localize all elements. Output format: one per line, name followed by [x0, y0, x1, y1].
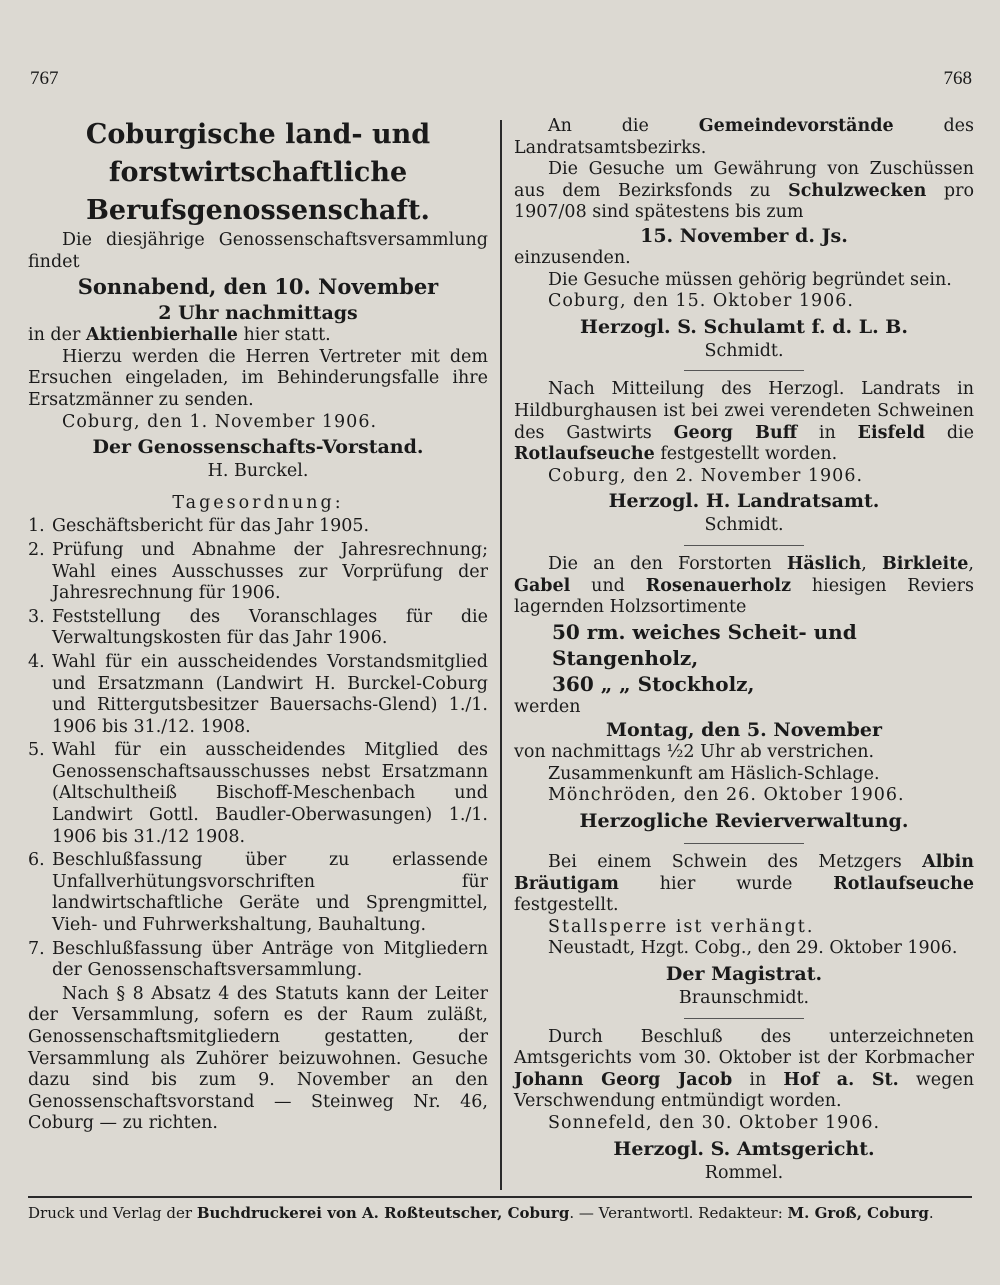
notice-landrat-name: Schmidt.: [704, 515, 784, 536]
agenda-item-number: 3.: [28, 606, 45, 627]
notice-magistrat-signer: Der Magistrat.: [665, 963, 823, 986]
footer-pre: Druck und Verlag der: [28, 1204, 197, 1222]
person: Albin Bräutigam: [514, 852, 974, 894]
text: Durch Beschluß des unterzeichneten Amtsgerichts vom 30. Oktober ist der Korbmacher: [514, 1026, 974, 1069]
agenda-item: [28, 850, 488, 936]
notice-forst-date: Montag, den 5. November: [605, 719, 883, 742]
agenda-item: [28, 540, 488, 605]
text: festgestellt.: [514, 895, 619, 916]
agenda-item-text: Geschäftsbericht für das Jahr 1905.: [52, 516, 370, 537]
place-venue: Aktienbierhalle: [85, 325, 238, 346]
address-post: des Landratsamtsbezirks.: [514, 116, 974, 158]
agenda-heading: Tagesordnung:: [172, 492, 344, 513]
notice-separator: [684, 843, 804, 844]
agenda-item-number: 5.: [28, 740, 45, 761]
notice-forst-signer: Herzogliche Revierverwaltung.: [579, 810, 909, 833]
notice-separator: [684, 1018, 804, 1019]
place: Eisfeld: [857, 422, 926, 443]
footer-editor: M. Groß, Coburg: [787, 1204, 929, 1222]
body-post: pro 1907/08 sind spätestens bis zum: [514, 180, 975, 223]
left-title: Coburgische land- und forstwirtschaftliche Berufsgenossenschaft.: [85, 119, 431, 226]
agenda-list: [28, 516, 488, 981]
agenda-item-text: Feststellung des Voranschlages für die Verwaltungskosten für das Jahr 1906.: [52, 606, 488, 649]
notice-landrat-dateline: Coburg, den 2. November 1906.: [548, 465, 864, 486]
notice-landrat-body: [514, 379, 974, 465]
notice-schulamt-note: Die Gesuche müssen gehörig begründet sein.: [548, 269, 952, 290]
agenda-item-number: 7.: [28, 938, 45, 959]
place: Rosenauerholz: [645, 575, 792, 596]
address-recipient: Gemeindevorstände: [698, 116, 894, 136]
notice-forst-stock-2: 360 „ „ Stockholz,: [552, 671, 755, 696]
disease: Rotlaufseuche: [514, 444, 655, 465]
agenda-item-number: 4.: [28, 651, 45, 672]
text: Bei einem Schwein des Metzgers: [548, 852, 923, 873]
body-purpose: Schulzwecken: [788, 180, 927, 201]
notice-amtsgericht-name: Rommel.: [704, 1162, 784, 1183]
left-dateline: Coburg, den 1. November 1906.: [62, 411, 378, 432]
address-pre: An die: [548, 116, 699, 136]
text: ,: [968, 553, 974, 574]
notice-forst-meeting: Zusammenkunft am Häslich-Schlage.: [548, 763, 880, 784]
notice-schulamt-dateline: Coburg, den 15. Oktober 1906.: [548, 291, 854, 312]
text: hiesigen Reviers lagernden Holzsortimente: [514, 575, 974, 618]
place: Gabel: [514, 575, 571, 596]
left-intro: Die diesjährige Genossenschaftsversammlung findet: [28, 230, 488, 272]
person: Johann Georg Jacob: [514, 1069, 733, 1090]
left-column: [28, 116, 488, 1135]
text: und: [570, 575, 646, 596]
notice-schulamt-signer: Herzogl. S. Schulamt f. d. L. B.: [580, 315, 908, 338]
footer-mid: . — Verantwortl. Redakteur:: [569, 1204, 788, 1222]
right-column: [514, 116, 974, 1184]
notice-forst-time: von nachmittags ½2 Uhr ab verstrichen.: [514, 742, 875, 763]
agenda-item-text: Wahl für ein ausscheidendes Mitglied des Genossenschaftsausschusses nebst Ersatzmann (Altschultheiß Bischoff-Meschenbach und Landwirt Gottl. Baudler-Oberwasungen) 1./1. 1906 bis 31./12 1908.: [52, 740, 488, 847]
agenda-item-text: Beschlußfassung über Anträge von Mitgliedern der Genossenschaftsversammlung.: [52, 938, 488, 981]
text: festgestellt worden.: [654, 444, 838, 465]
text: die: [925, 422, 975, 443]
footer-printer: Buchdruckerei von A. Roßteutscher, Coburg: [196, 1204, 570, 1222]
notice-separator: [684, 370, 804, 371]
notice-forst-dateline: Mönchröden, den 26. Oktober 1906.: [548, 785, 905, 806]
body-pre: Die Gesuche um Gewährung von Zuschüssen aus dem Bezirksfonds zu: [514, 159, 974, 201]
agenda-item: [28, 939, 488, 982]
notice-amtsgericht-body: [514, 1027, 974, 1113]
notice-magistrat-ban: Stallsperre ist verhängt.: [548, 916, 815, 937]
place: Hof a. St.: [783, 1069, 899, 1090]
page-number-left: 767: [30, 68, 59, 89]
notice-magistrat-body: [514, 852, 974, 917]
footer-post: .: [928, 1204, 934, 1222]
agenda-item-number: 6.: [28, 850, 45, 871]
left-closing: Nach § 8 Absatz 4 des Statuts kann der Leiter der Versammlung, sofern es der Raum zuläßt, Genossenschaftsmitgliedern gestatten, der Versammlung als Zuhörer beizuwohnen. Gesuche dazu sind bis zum 9. November an den Genossenschaftsvorstand — Steinweg Nr. 46, Coburg — zu richten.: [28, 983, 488, 1134]
notice-schulamt-submit: einzusenden.: [514, 247, 631, 268]
left-signer-org: Der Genossenschafts-Vorstand.: [92, 436, 424, 459]
footer-rule: [28, 1196, 972, 1198]
meeting-place: [28, 325, 488, 347]
agenda-item: [28, 740, 488, 848]
person: Georg Buff: [673, 422, 798, 443]
text: Die an den Forstorten: [548, 553, 787, 574]
text: hier wurde: [618, 873, 834, 894]
agenda-item-text: Prüfung und Abnahme der Jahresrechnung; Wahl eines Ausschusses zur Vorprüfung der Jahresrechnung für 1906.: [52, 539, 488, 604]
place-post: hier statt.: [237, 325, 331, 346]
notice-forst-body: [514, 554, 974, 619]
notice-schulamt-address: [514, 116, 974, 159]
text: Nach Mitteilung des Herzogl. Landrats in Hildburghausen ist bei zwei verendeten Schweinen des Gastwirts: [514, 379, 974, 443]
notice-amtsgericht-dateline: Sonnefeld, den 30. Oktober 1906.: [548, 1113, 881, 1133]
notice-magistrat-name: Braunschmidt.: [678, 988, 810, 1009]
column-divider: [500, 120, 502, 1190]
text: in: [732, 1069, 784, 1090]
text: ,: [861, 553, 882, 574]
agenda-item-number: 1.: [28, 516, 45, 537]
meeting-date: Sonnabend, den 10. November: [77, 274, 439, 300]
notice-forst-werden: werden: [514, 696, 581, 717]
notice-schulamt-name: Schmidt.: [704, 340, 784, 361]
notice-magistrat-dateline: Neustadt, Hzgt. Cobg., den 29. Oktober 1906.: [548, 938, 958, 959]
notice-forst-stock-1: 50 rm. weiches Scheit- und Stangenholz,: [552, 619, 857, 670]
notice-landrat-signer: Herzogl. H. Landratsamt.: [608, 490, 880, 513]
imprint-footer: [28, 1204, 972, 1222]
notice-amtsgericht-signer: Herzogl. S. Amtsgericht.: [613, 1137, 875, 1160]
agenda-item-number: 2.: [28, 539, 45, 560]
text: wegen Verschwendung entmündigt worden.: [514, 1069, 974, 1112]
place-pre: in der: [28, 325, 86, 346]
place: Birkleite: [881, 553, 969, 574]
meeting-time: 2 Uhr nachmittags: [158, 302, 358, 325]
text: in: [797, 422, 858, 443]
page-number-right: 768: [943, 68, 972, 89]
notice-schulamt-deadline: 15. November d. Js.: [640, 224, 848, 247]
agenda-item: [28, 607, 488, 650]
agenda-item-text: Wahl für ein ausscheidendes Vorstandsmitglied und Ersatzmann (Landwirt H. Burckel-Coburg und Rittergutsbesitzer Bauersachs-Glend) 1./1. 1906 bis 31./12. 1908.: [52, 651, 488, 737]
agenda-item: [28, 652, 488, 738]
left-signer-name: H. Burckel.: [207, 461, 309, 482]
agenda-item-text: Beschlußfassung über zu erlassende Unfallverhütungsvorschriften für landwirtschaftliche Geräte und Sprengmittel, Vieh- und Fuhrwerkshaltung, Bauhaltung.: [52, 850, 488, 936]
left-invitation: Hierzu werden die Herren Vertreter mit dem Ersuchen eingeladen, im Behinderungsfalle ihre Ersatzmänner zu senden.: [28, 346, 488, 410]
agenda-item: [28, 516, 488, 538]
place: Häslich: [786, 553, 862, 574]
notice-schulamt-body: [514, 159, 974, 224]
notice-separator: [684, 545, 804, 546]
disease: Rotlaufseuche: [833, 873, 974, 894]
